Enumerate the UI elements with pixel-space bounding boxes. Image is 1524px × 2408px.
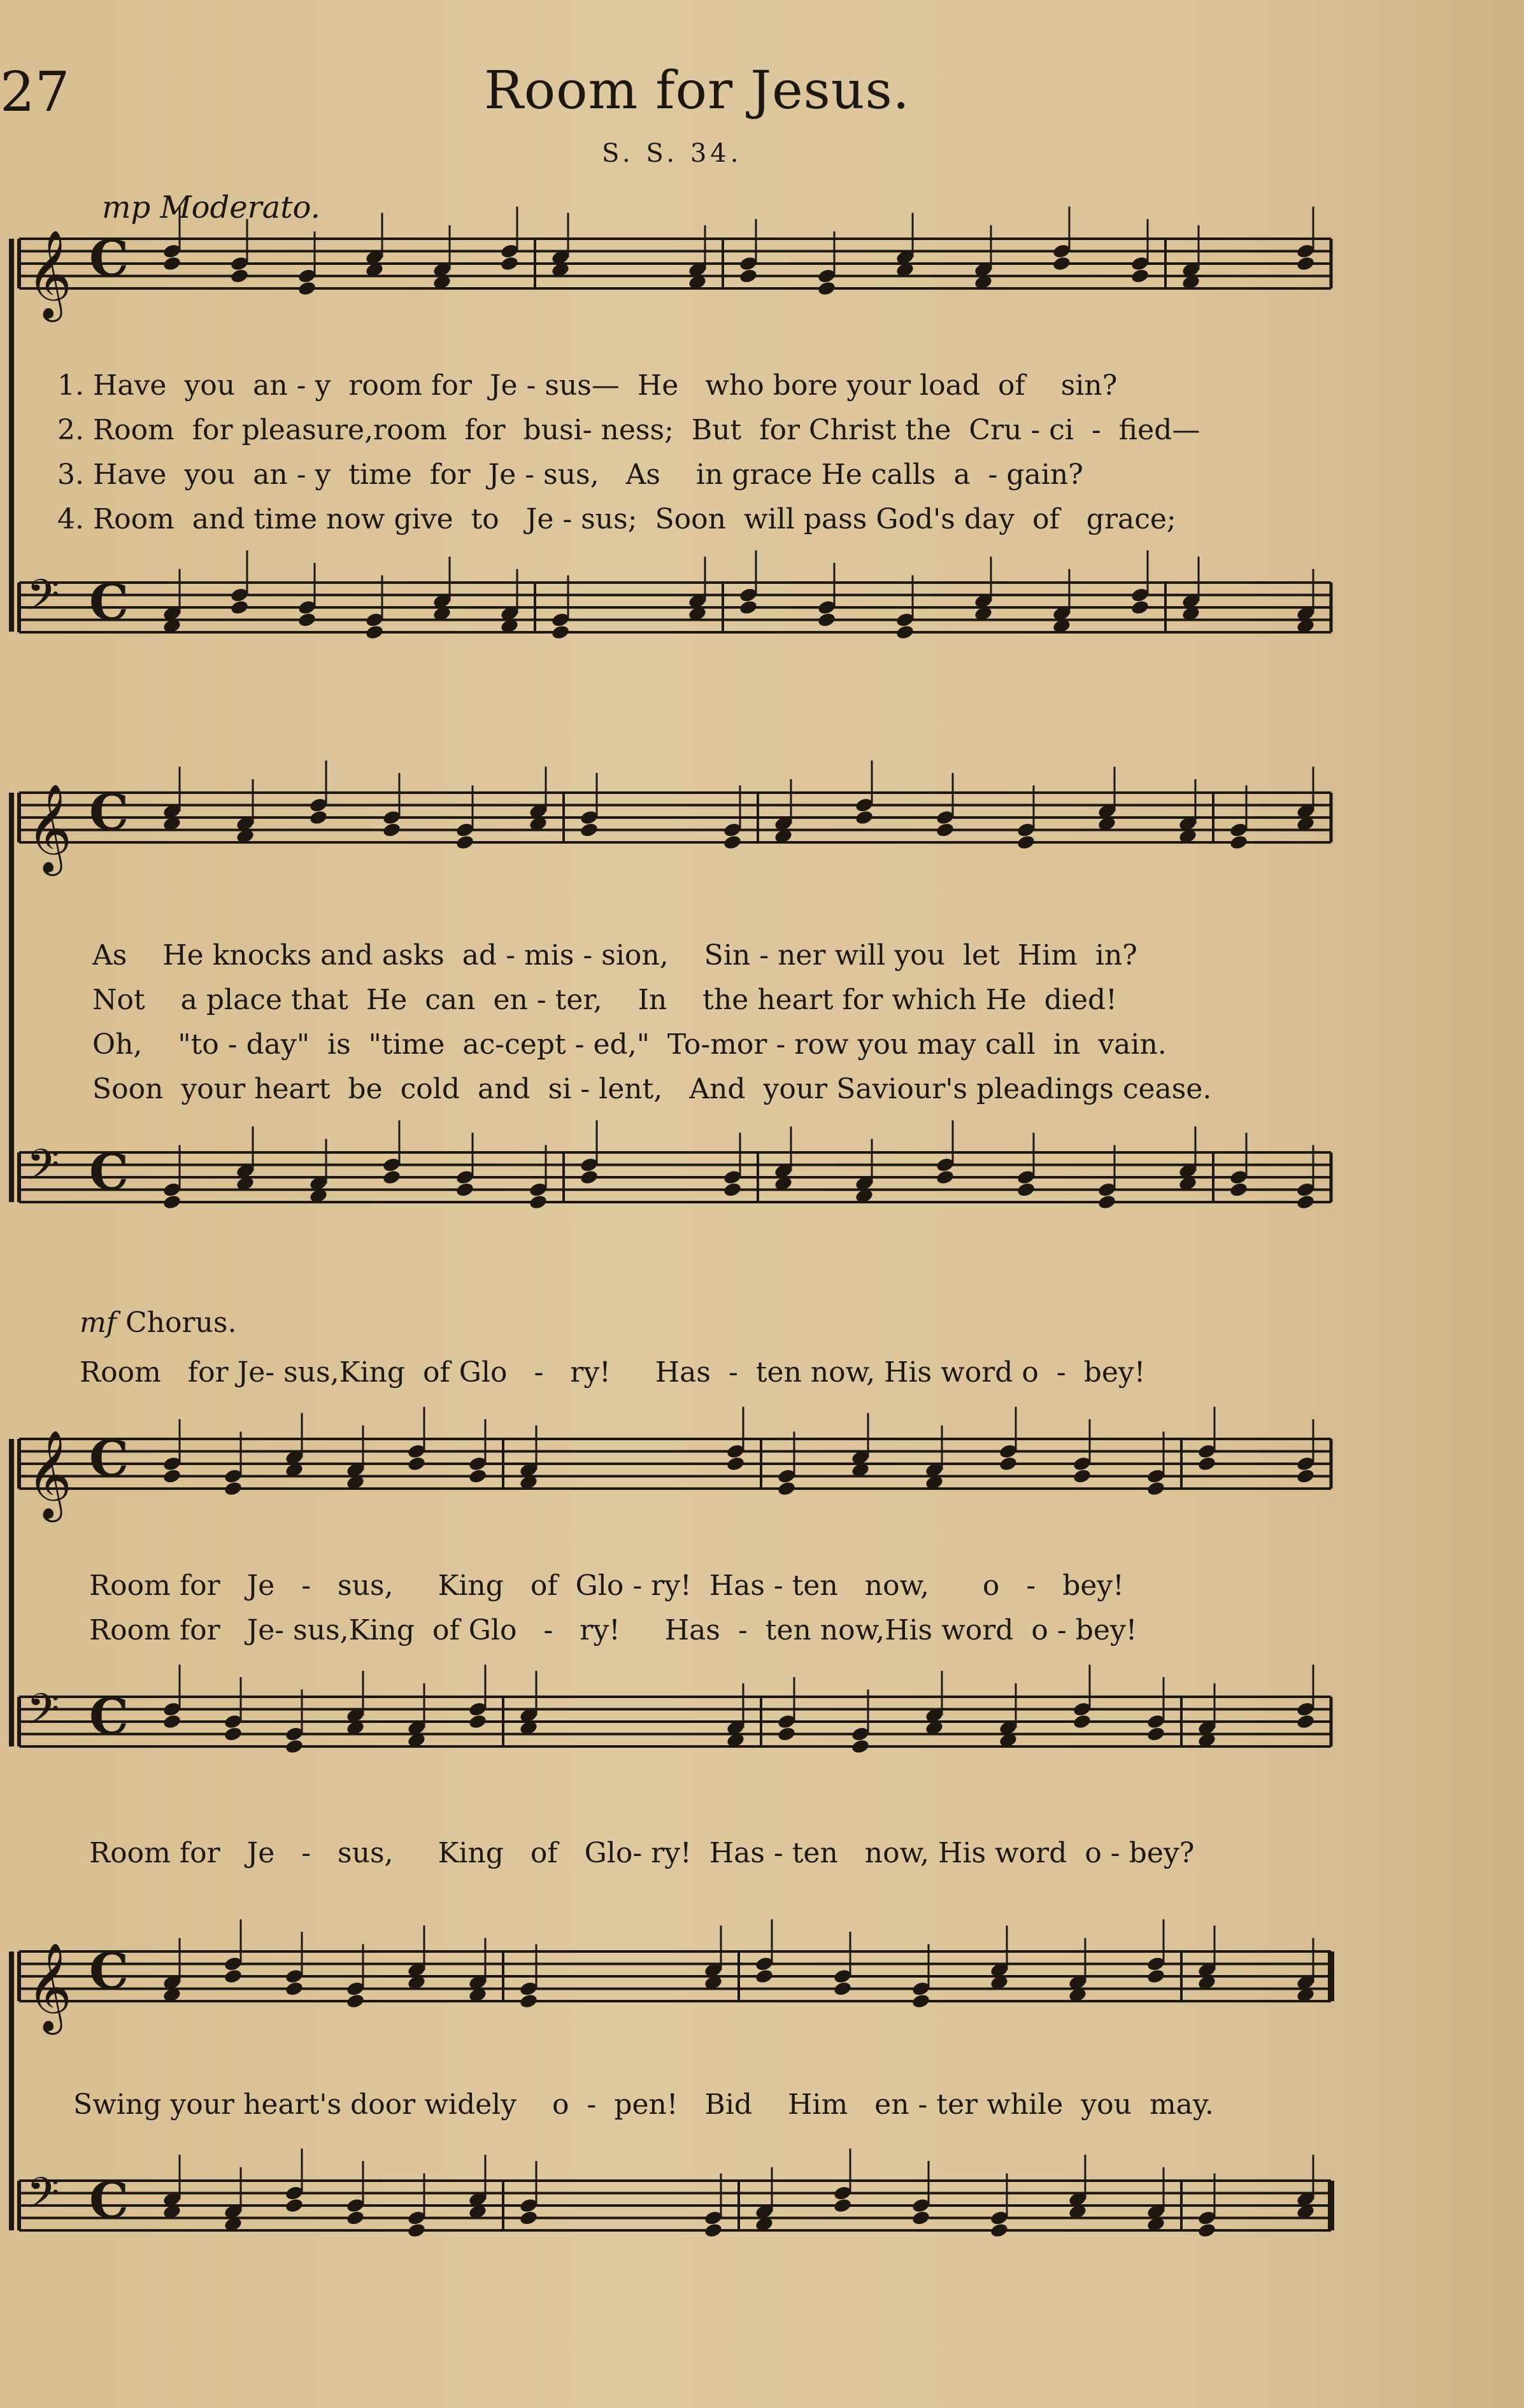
note-head	[936, 822, 955, 839]
note-head	[162, 1468, 182, 1485]
note-head	[468, 1468, 488, 1485]
note-head	[1072, 1713, 1092, 1730]
note-head	[297, 280, 317, 297]
note-head	[833, 1981, 853, 1997]
note-head	[519, 2210, 539, 2227]
treble-clef-icon: 𝄞	[27, 230, 72, 318]
note-head	[817, 612, 837, 628]
note-head	[1097, 1194, 1117, 1210]
common-time-icon: C	[89, 2172, 129, 2230]
note-head	[224, 1480, 243, 1497]
note-head	[455, 834, 475, 851]
common-time-icon: C	[89, 1144, 129, 1201]
note-head	[224, 1968, 243, 1985]
staff-6	[19, 1697, 1331, 1746]
verse-3-line-2: Oh, "to - day" is "time ac-cept - ed," To-mor - row you may call in vain.	[92, 1028, 1167, 1061]
verse-1-line-1: 1. Have you an - y room for Je - sus— He who bore your load of sin?	[57, 369, 1118, 402]
note-head	[911, 1993, 931, 2009]
note-head	[162, 1194, 182, 1210]
staff-4	[19, 1152, 1331, 1202]
note-head	[346, 1993, 366, 2009]
chorus-line-3-lyric: Room for Je - sus, King of Glo- ry! Has - ten now, His word o - bey?	[89, 1837, 1195, 1869]
chorus-heading	[80, 1307, 236, 1339]
hymn-number: 27	[0, 60, 70, 124]
note-head	[285, 1738, 304, 1755]
note-head	[309, 809, 329, 826]
note-head	[407, 2222, 427, 2239]
note-head	[1296, 1713, 1316, 1730]
bass-clef-icon: 𝄢	[27, 2169, 60, 2228]
note-head	[519, 1993, 539, 2009]
common-time-icon: C	[89, 574, 129, 632]
note-head	[455, 1182, 475, 1198]
note-head	[285, 1981, 304, 1997]
note-head	[755, 1968, 774, 1985]
bass-clef-icon: 𝄢	[27, 1140, 60, 1200]
note-head	[723, 1182, 743, 1198]
tempo-marking: mp Moderato.	[102, 190, 320, 225]
note-head	[1052, 255, 1072, 272]
note-head	[162, 255, 182, 272]
note-head	[1130, 268, 1150, 285]
note-head	[162, 1713, 182, 1730]
hymn-title: Room for Jesus.	[484, 60, 910, 121]
note-head	[382, 1169, 402, 1186]
note-head	[297, 612, 317, 628]
note-head	[855, 809, 874, 826]
staff-5	[19, 1439, 1331, 1489]
chorus-tenor-lyric-b: Room for Je- sus,King of Glo - ry! Has - ten now,His word o - bey!	[89, 1614, 1137, 1647]
treble-clef-icon: 𝄞	[27, 784, 72, 872]
note-head	[551, 624, 571, 641]
note-head	[936, 1169, 955, 1186]
common-time-icon: C	[89, 1688, 129, 1746]
note-head	[468, 1713, 488, 1730]
staff-8	[19, 2181, 1331, 2230]
note-head	[1146, 1968, 1166, 1985]
note-head	[230, 268, 250, 285]
verse-3-line-1: 3. Have you an - y time for Je - sus, As in grace He calls a - gain?	[57, 458, 1083, 491]
treble-clef-icon: 𝄞	[27, 1943, 72, 2031]
common-time-icon: C	[89, 1430, 129, 1488]
note-head	[1146, 1726, 1166, 1743]
note-head	[1130, 599, 1150, 616]
tune-reference: S. S. 34.	[602, 139, 743, 168]
note-head	[529, 1194, 548, 1210]
note-head	[1229, 834, 1249, 851]
note-head	[500, 255, 520, 272]
note-head	[382, 822, 402, 839]
chorus-treble-lyric: Room for Je- sus,King of Glo - ry! Has - ten now, His word o - bey!	[80, 1356, 1146, 1389]
note-head	[739, 268, 758, 285]
common-time-icon: C	[89, 784, 129, 842]
note-head	[1146, 1480, 1166, 1497]
note-head	[1016, 1182, 1036, 1198]
note-head	[580, 1169, 599, 1186]
staff-7	[19, 1951, 1331, 2001]
note-head	[1296, 255, 1316, 272]
verse-2-line-1: 2. Room for pleasure,room for busi- ness; But for Christ the Cru - ci - fied—	[57, 414, 1200, 446]
common-time-icon: C	[89, 230, 129, 288]
note-head	[851, 1738, 871, 1755]
note-head	[285, 2197, 304, 2214]
note-head	[777, 1726, 797, 1743]
chorus-line-4-lyric: Swing your heart's door widely o - pen! Bid Him en - ter while you may.	[73, 2088, 1214, 2121]
note-head	[990, 2222, 1009, 2239]
chorus-label: Chorus.	[125, 1307, 237, 1339]
treble-clef-icon: 𝄞	[27, 1430, 72, 1519]
note-head	[704, 2222, 723, 2239]
note-head	[1072, 1468, 1092, 1485]
note-head	[1296, 1468, 1316, 1485]
note-head	[1016, 834, 1036, 851]
note-head	[833, 2197, 853, 2214]
bass-clef-icon: 𝄢	[27, 1685, 60, 1744]
note-head	[726, 1455, 746, 1472]
staff-3	[19, 793, 1331, 842]
note-head	[723, 834, 743, 851]
note-head	[407, 1455, 427, 1472]
note-head	[1296, 1194, 1316, 1210]
note-head	[224, 1726, 243, 1743]
verse-4-line-2: Soon your heart be cold and si - lent, And your Saviour's pleadings cease.	[92, 1073, 1212, 1105]
verse-4-line-1: 4. Room and time now give to Je - sus; Soon will pass God's day of grace;	[57, 503, 1176, 535]
verse-2-line-2: Not a place that He can en - ter, In the heart for which He died!	[92, 984, 1117, 1016]
note-head	[580, 822, 599, 839]
note-head	[365, 624, 385, 641]
note-head	[895, 624, 915, 641]
note-head	[1229, 1182, 1249, 1198]
note-head	[999, 1455, 1018, 1472]
chorus-tenor-lyric-a: Room for Je - sus, King of Glo - ry! Has - ten now, o - bey!	[89, 1569, 1124, 1602]
note-head	[911, 2210, 931, 2227]
note-head	[230, 599, 250, 616]
note-head	[739, 599, 758, 616]
note-head	[1197, 2222, 1217, 2239]
verse-1-line-2: As He knocks and asks ad - mis - sion, Sin - ner will you let Him in?	[92, 939, 1137, 972]
bass-clef-icon: 𝄢	[27, 570, 60, 630]
chorus-dynamic: mf	[80, 1307, 117, 1339]
common-time-icon: C	[89, 1943, 129, 2001]
note-head	[1197, 1455, 1217, 1472]
note-head	[346, 2210, 366, 2227]
note-head	[777, 1480, 797, 1497]
note-head	[817, 280, 837, 297]
